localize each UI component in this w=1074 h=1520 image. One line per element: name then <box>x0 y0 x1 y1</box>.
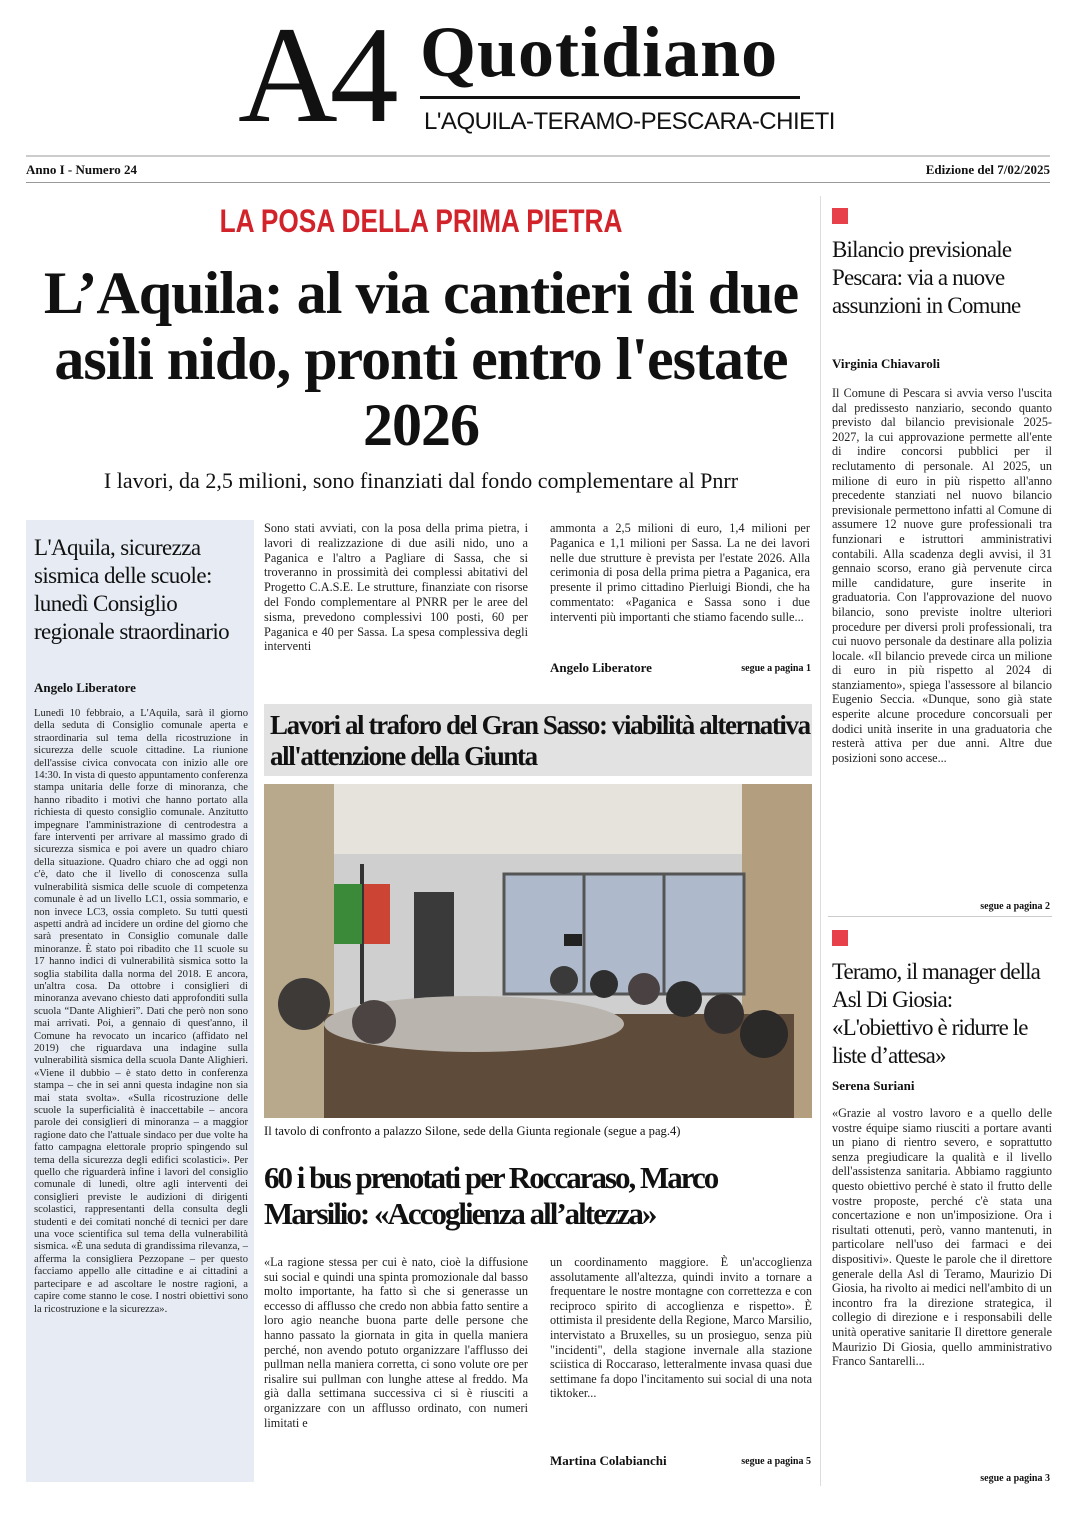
photo-meeting <box>264 784 812 1118</box>
lead-headline[interactable]: L’Aquila: al via cantieri di due asili nido, pronti entro l'estate 2026 <box>43 260 799 458</box>
teramo-headline[interactable]: Teramo, il manager della Asl Di Giosia: «L'obiettivo è ridurre le liste d’attesa» <box>832 959 1040 1068</box>
pescara-headline[interactable]: Bilancio previsionale Pescara: via a nuove assunzioni in Comune <box>832 237 1021 318</box>
masthead-subtitle: L'AQUILA-TERAMO-PESCARA-CHIETI <box>424 108 835 135</box>
gran-sasso-banner <box>264 704 812 776</box>
lead-continues[interactable]: segue a pagina 1 <box>741 663 811 674</box>
issue-divider <box>26 182 1050 183</box>
roccaraso-headline[interactable]: 60 i bus prenotati per Roccaraso, Marco Marsilio: «Accoglienza all’altezza» <box>264 1160 718 1231</box>
right-column-divider <box>820 196 821 1486</box>
lead-deck: I lavori, da 2,5 milioni, sono finanziati dal fondo complementare al Pnrr <box>103 468 739 493</box>
pescara-body: Il Comune di Pescara si avvia verso l'uscita dal predissesto nanziario, secondo quanto previsto dal bilancio previsionale 2025-2027, la cui approvazione permette all'ente di indire concorsi pubblici per il reclutamento di personale. Al 2025, un milione di euro in più rispetto all'anno precedente stanziati nel nuovo bilancio previsionale permettono infatti al Comune di assumere 12 nuove gure professionali tra funzionari e istruttori amministrativi contabili. Alla scadenza degli avvisi, il 31 gennaio scorso, erano già pervenute circa mille candidature, gure inserite in graduatoria. Con l'approvazione del nuovo bilancio, sono previste inoltre ulteriori procedure per diversi proli professionali, tra cui nuovo personale da destinare alla polizia locale. «Il bilancio prevede circa un milione di euro in più rispetto al 2024 di stanziamento», spiega l'assessore al bilancio Eugenio Seccia. «Dunque, sono già state esperite alcune procedure concorsuali per dodici unità inserite in una graduatoria che resterà attiva per due anni. Altre due posizioni sono accese... <box>832 386 1052 765</box>
teramo-continues[interactable]: segue a pagina 3 <box>980 1473 1050 1484</box>
masthead-rule <box>420 96 800 99</box>
photo-caption: Il tavolo di confronto a palazzo Silone, sede della Giunta regionale (segue a pag.4) <box>264 1124 681 1138</box>
roccaraso-continues[interactable]: segue a pagina 5 <box>741 1456 811 1467</box>
masthead <box>0 0 1074 150</box>
left-story-headline[interactable]: L'Aquila, sicurezza sismica delle scuole: lunedì Consiglio regionale straordinario <box>34 535 230 644</box>
right-column-separator <box>828 916 1052 917</box>
pescara-continues[interactable]: segue a pagina 2 <box>980 901 1050 912</box>
issue-date: Edizione del 7/02/2025 <box>925 162 1050 177</box>
lead-body-col2: ammonta a 2,5 milioni di euro, 1,4 milioni per Paganica e 1,1 milioni per Sassa. La ne dei lavori nelle due strutture è prevista per l'estate 2026. Alla cerimonia di posa della prima pietra a Paganica, era presente il primo cittadino Pierluigi Biondi, che ha commentato: «Paganica e Sassa sono i due interventi più importanti che stiamo facendo sulle... <box>550 521 810 624</box>
roccaraso-body-col2: un coordinamento maggiore. È un'accoglienza assolutamente all'altezza, quindi invito a tornare a frequentare le nostre montagne con correttezza e con reciproco spirito di accoglienza e rispetto». È ottimista il presidente della Regione, Marco Marsilio, intervistato a Bruxelles, su un prosieguo, senza più "incidenti", della stagione invernale alla stazione sciistica di Roccaraso, letteralmente invasa quasi due settimane fa dopo l'incitamento sui social di una nota tiktoker... <box>550 1255 812 1401</box>
teramo-author: Serena Suriani <box>832 1078 915 1093</box>
lead-author: Angelo Liberatore <box>550 660 652 675</box>
left-story-author: Angelo Liberatore <box>34 680 136 695</box>
pescara-square-icon <box>832 208 848 224</box>
teramo-body: «Grazie al vostro lavoro e a quello delle vostre équipe siamo riusciti a portare avanti un piano di rientro severo, e soprattutto senza pregiudicare la qualità e il livello dell'assistenza sanitaria. Abbiamo raggiunto questo obiettivo perché è stato il frutto delle vostre proposte, perché c'è stata una concertazione e non un'imposizione. Ora i risultati ottenuti, però, vanno mantenuti, in particolare nell'uso dei farmaci e dei dispositivi». Queste le parole che il direttore generale della Asl di Teramo, Maurizio Di Giosia, ha rivolto ai medici nell'ambito di un incontro fra la direzione strategica, il collegio di direzione e i responsabili delle unità operative sanitarie Il direttore generale Maurizio Di Giosia, quello amministrativo Franco Santarelli... <box>832 1106 1052 1369</box>
lead-kicker: LA POSA DELLA PRIMA PIETRA <box>219 203 623 239</box>
roccaraso-body-col1: «La ragione stessa per cui è nato, cioè la diffusione sui social e quindi una spinta promozionale dal basso molto importante, ha fatto sì che si generasse un eccesso di afflusso che credo non abbia fatto sentire a loro agio neanche buona parte delle persone che hanno passato la giornata in gita in quella maniera perché, non avendo potuto organizzare l'afflusso dei pullman nella maniera corretta, ci sono volute ore per risalire sui pullman con lunghe attese al freddo. Ma già dalla settimana successiva ci si è riusciti a organizzare con un afflusso ordinato, con numeri limitati e <box>264 1255 528 1430</box>
issue-number: Anno I - Numero 24 <box>26 162 137 177</box>
teramo-square-icon <box>832 930 848 946</box>
roccaraso-author: Martina Colabianchi <box>550 1453 667 1468</box>
photo-meeting-illustration <box>264 784 812 1118</box>
pescara-author: Virginia Chiavaroli <box>832 356 940 371</box>
masthead-logo: A4 <box>238 0 391 151</box>
masthead-divider <box>26 155 1050 157</box>
masthead-title: Quotidiano <box>420 12 779 92</box>
lead-body-col1: Sono stati avviati, con la posa della prima pietra, i lavori di realizzazione di due asili nido, uno a Paganica e l'altro a Pagliare di Sassa, che si troveranno in prossimità dei complessi abitativi del Progetto C.A.S.E. Le strutture, finanziate con risorse del Fondo complementare al PNRR per le aree del sisma, prevedono complessivi 100 posti, 60 per Paganica e 40 per Sassa. La spesa complessiva degli interventi <box>264 521 528 654</box>
gran-sasso-headline[interactable]: Lavori al traforo del Gran Sasso: viabilità alternativa all'attenzione della Giunta <box>270 710 810 771</box>
sidebar-panel <box>26 520 254 1482</box>
left-story-body: Lunedì 10 febbraio, a L'Aquila, sarà il giorno della seduta di Consiglio comunale aperta e straordinaria sul tema della ricostruzione in sicurezza delle scuole cittadine. La riunione dell'assise civica convocata con inizio alle ore 14:30. In vista di questo appuntamento conferenza stampa unitaria delle forze di minoranza, che hanno ribadito i motivi che hanno portato alla richiesta di questo consiglio comunale. Anzitutto impegnare l'amministrazione di centrodestra a fare interventi per arrivare al massimo grado di sicurezza sismica e poi avere un quadro chiaro della situazione. Quadro chiaro che ad oggi non c'è, dato che il livello di conoscenza sulla vulnerabilità sismica delle scuole di competenza comunale è ad un livello LC1, ossia sommario, e non invece LC3, ossia completo. Su tutti questi aspetti andrà ad incidere un ordine del giorno che sarà presentato in Consiglio comunale dalle minoranze. È stato poi ribadito che 11 scuole su 17 hanno indici di vulnerabilità sismica sotto la soglia stabilita dalla norma del 2018. E ancora, un'altra cosa. Da ottobre i consiglieri di minoranza avevano chiesto dati approfonditi sulla scuola “Dante Alighieri”. Dati che però non sono mai arrivati. Poi, a gennaio di quest'anno, il Comune ha revocato un incarico (affidato nel 2019) che riguardava una indagine sulla vulnerabilità sismica della scuola Dante Alighieri. «Viene il dubbio – è stato detto in conferenza stampa – che in sei anni questa indagine non sia mai stata svolta». «Sulla ricostruzione delle scuole la superficialità è inaccettabile – ancora parole dei consiglieri di minoranza – a maggior ragione dato che l'attuale sindaco per due volte ha fatto campagna elettorale proprio spingendo sul tema della sicurezza degli edifici scolastici». Per quello che riguarderà infine i lavori del consiglio comunale di lunedì, oltre agli interventi dei consiglieri previste le audizioni di dirigenti scolastici, rappresentanti della consulta degli studenti e dei comitati nonché di tecnici per dare una voce scientifica sul tema della vulnerabilità sismica. «È una seduta di grandissima rilevanza, – afferma la consigliera Pezzopane – per questo facciamo appello alle cittadine e ai cittadini a partecipare e ad ascoltare le nostre ragioni, a capire come stanno le cose. I nostri obiettivi sono la ricostruzione e la sicurezza». <box>34 708 248 1315</box>
